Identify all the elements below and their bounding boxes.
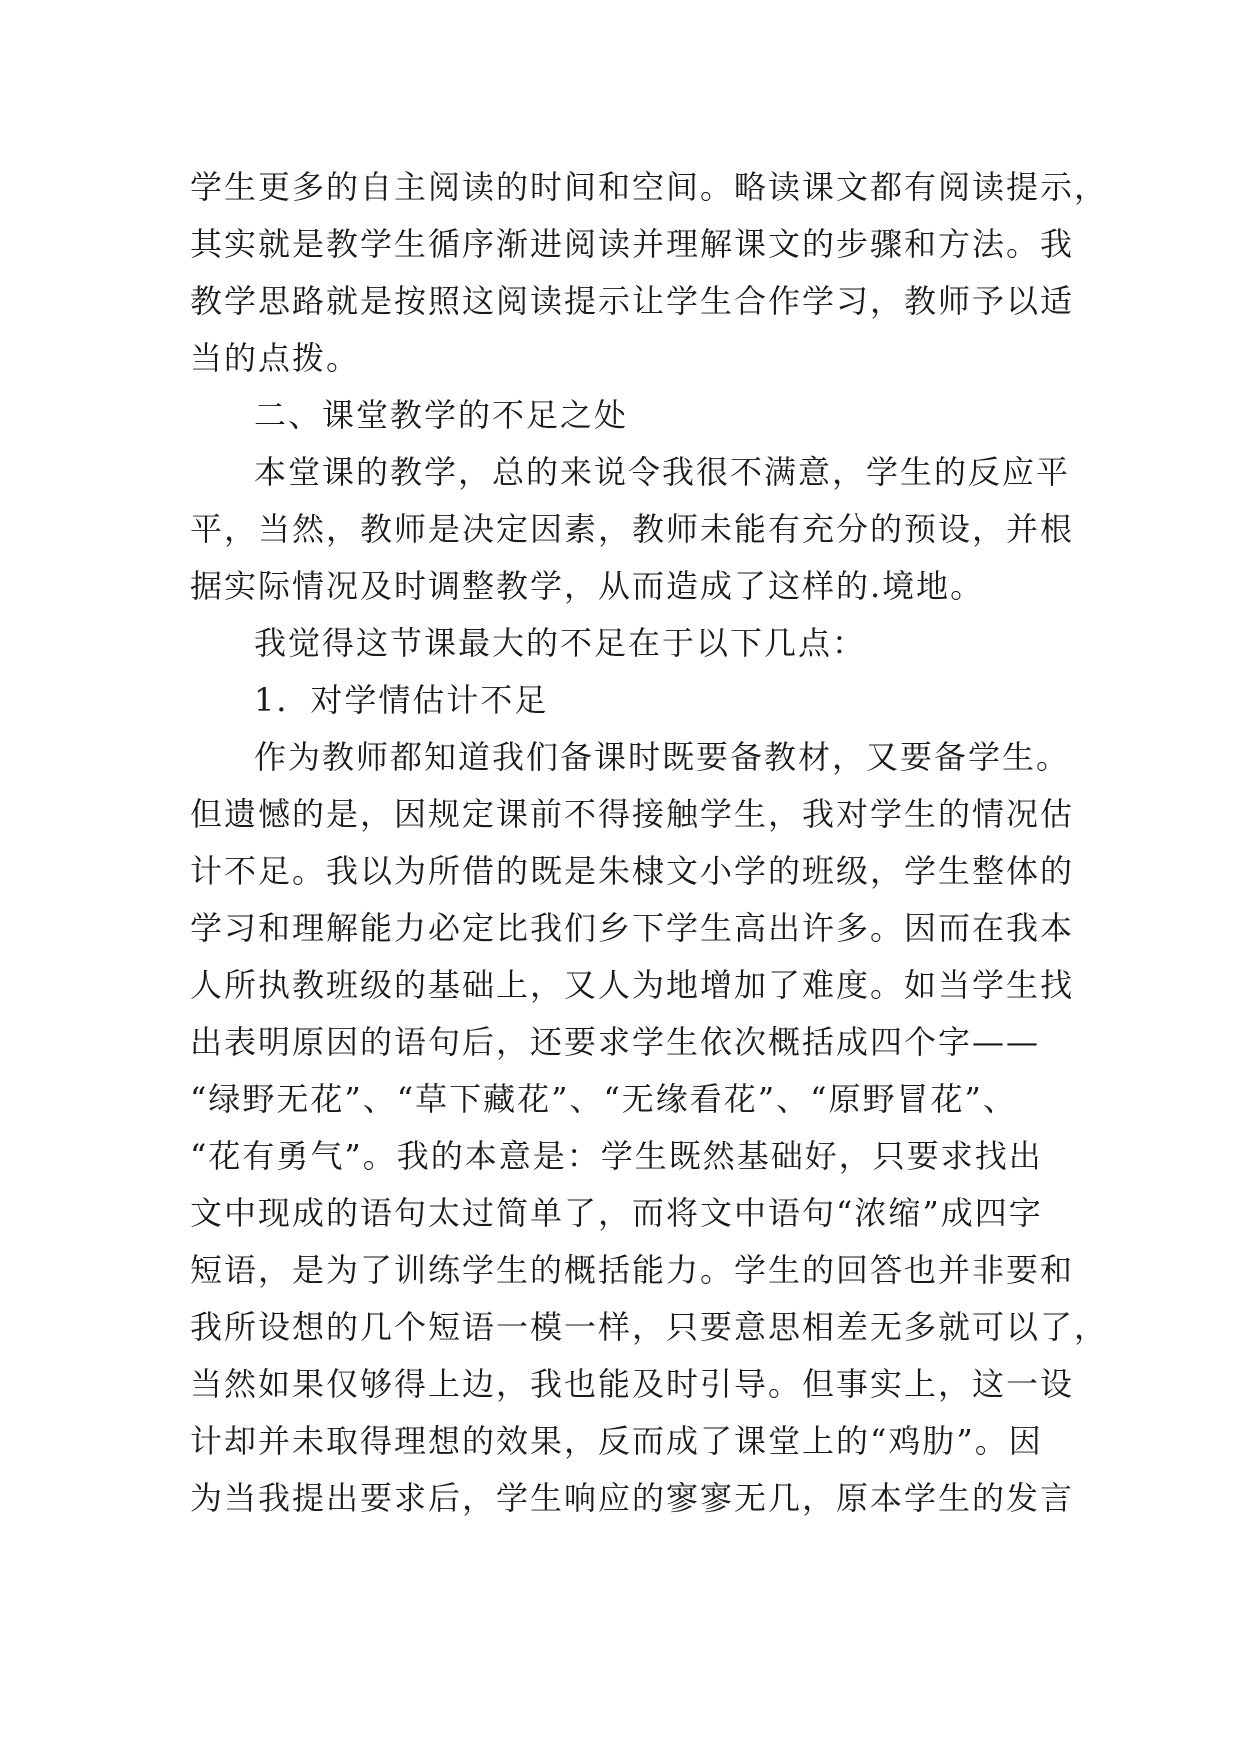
text-line: 但遗憾的是，因规定课前不得接触学生，我对学生的情况估 (190, 795, 1075, 833)
text-line: 作为教师都知道我们备课时既要备教材，又要备学生。 (254, 738, 1071, 776)
text-line: 为当我提出要求后，学生响应的寥寥无几，原本学生的发言 (190, 1479, 1075, 1517)
text-line: 计却并未取得理想的效果，反而成了课堂上的“鸡肋”。因 (190, 1422, 1043, 1460)
text-line: 当的点拨。 (190, 339, 361, 377)
text-line: 我所设想的几个短语一模一样，只要意思相差无多就可以了， (190, 1308, 1109, 1346)
text-line: “绿野无花”、“草下藏花”、“无缘看花”、“原野冒花”、 (190, 1080, 1017, 1118)
text-line: 人所执教班级的基础上，又人为地增加了难度。如当学生找 (190, 966, 1075, 1004)
text-line: 本堂课的教学，总的来说令我很不满意，学生的反应平 (254, 453, 1071, 491)
text-line: 我觉得这节课最大的不足在于以下几点： (254, 624, 867, 662)
text-line: 学习和理解能力必定比我们乡下学生高出许多。因而在我本 (190, 909, 1075, 947)
text-line: 教学思路就是按照这阅读提示让学生合作学习，教师予以适 (190, 282, 1075, 320)
text-line: 其实就是教学生循序渐进阅读并理解课文的步骤和方法。我 (190, 225, 1075, 263)
text-line: 据实际情况及时调整教学，从而造成了这样的.境地。 (190, 567, 985, 605)
text-line: 当然如果仅够得上边，我也能及时引导。但事实上，这一设 (190, 1365, 1075, 1403)
text-line: 短语，是为了训练学生的概括能力。学生的回答也并非要和 (190, 1251, 1075, 1289)
text-line: 学生更多的自主阅读的时间和空间。略读课文都有阅读提示， (190, 168, 1109, 206)
text-line: 计不足。我以为所借的既是朱棣文小学的班级，学生整体的 (190, 852, 1075, 890)
text-line: 出表明原因的语句后，还要求学生依次概括成四个字—— (190, 1023, 1041, 1061)
text-line: 平，当然，教师是决定因素，教师未能有充分的预设，并根 (190, 510, 1075, 548)
subsection-heading: 1．对学情估计不足 (254, 681, 549, 719)
text-line: “花有勇气”。我的本意是：学生既然基础好，只要求找出 (190, 1137, 1043, 1175)
section-heading: 二、课堂教学的不足之处 (254, 396, 629, 434)
text-line: 文中现成的语句太过简单了，而将文中语句“浓缩”成四字 (190, 1194, 1043, 1232)
